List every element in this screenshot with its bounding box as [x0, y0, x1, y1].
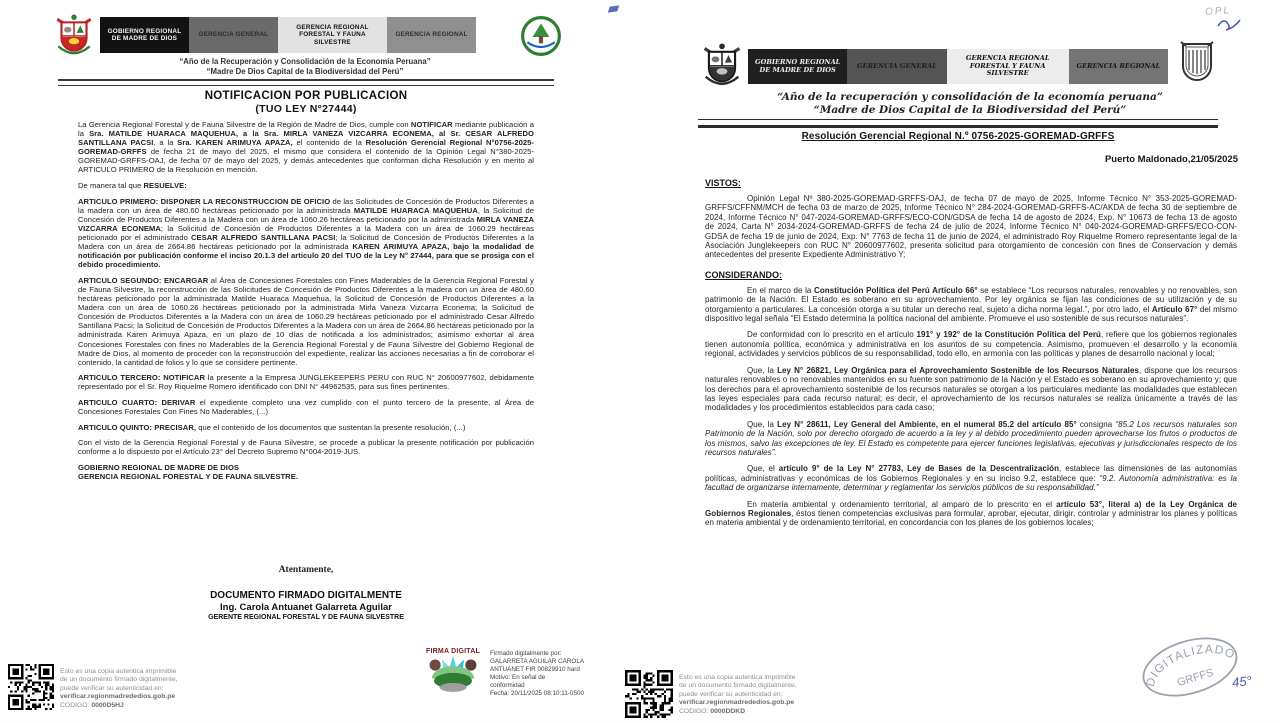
- paragraph: En el marco de la Constitución Política del Perú Artículo 66° se establece “Los recursos naturales, renovables y no renovables, son patrimonio de la Nación. El Estado es soberano en su aprovechamiento. Por ley orgánica se fijan las condiciones de su utilización y de su otorgamiento a particulares. La concesión otorga a su titular un derecho real, sujeto a dicha norma legal.”, por otro lado, el Artículo 67° del mismo dispositivo legal señala “El Estado determina la política nacional del ambiente. Promueve el uso sostenible de sus recursos naturales”.: [705, 285, 1237, 324]
- header-divider: [698, 119, 1218, 128]
- motto-line-1: “Año de la Recuperación y Consolidación de la Economía Peruana”: [179, 57, 431, 66]
- banner-cell: GERENCIA GENERAL: [189, 17, 278, 53]
- signature-block: [58, 590, 554, 621]
- document-title: [58, 90, 554, 116]
- paragraph: ARTICULO QUINTO: PRECISAR, que el contenido de los documentos que sustentan la presente resolución, (...): [78, 422, 466, 432]
- firma-digital-logo-icon: [427, 655, 479, 693]
- paragraph: En materia ambiental y ordenamiento territorial, al amparo de lo prescrito en el artículo 53°, literal a) de la Ley Orgánica de Gobiernos Regionales, éstos tienen competencias exclusivas para formular, aprobar, ejecutar, dirigir, controlar y administrar los planes y políticas en materia ambiental y de ordenamiento territorial, en concordancia con los planes de los gobiernos locales;: [705, 499, 1238, 528]
- considerando-paragraphs: [705, 286, 1237, 528]
- paragraph: De conformidad con lo prescrito en el artículo 191° y 192° de la Constitución Política del Perú, refiere que los gobiernos regionales tienen autonomía política, económica y administrativa en los asuntos de su competencia. Asimismo, promueven el desarrollo y la economía regional, actividades y servicios públicos de su responsabilidad, todo ello, en armonía con las políticas y planes de desarrollo nacional y local;: [705, 330, 1237, 359]
- motto-lines: [60, 57, 550, 77]
- closing-word: Atentamente,: [278, 565, 334, 575]
- signature-line-3: GERENTE REGIONAL FORESTAL Y DE FAUNA SILVESTRE: [208, 614, 404, 621]
- place-and-date: Puerto Maldonado,21/05/2025: [1104, 154, 1238, 165]
- paragraph: ARTICULO CUARTO: DERIVAR el expediente completo una vez cumplido con el punto tercero de la presente, al Área de Concesiones Forestales Con Fines No Maderables, (...): [78, 398, 534, 417]
- regional-logo-bw: [1177, 40, 1217, 84]
- vistos-heading: VISTOS:: [705, 178, 741, 188]
- left-header-banner: [100, 17, 476, 53]
- title-line-1: NOTIFICACION POR PUBLICACION: [204, 90, 408, 102]
- banner-cell: GOBIERNO REGIONAL DE MADRE DE DIOS: [100, 17, 189, 53]
- right-document-page: [640, 0, 1280, 720]
- stamp-word-2: GRFFS: [1175, 666, 1216, 690]
- vistos-paragraph: Opinión Legal Nº 380-2025-GOREMAD-GRFFS-OAJ, de fecha 07 de mayo de 2025, Informe Técnico N° 353-2025-GOREMAD-GRFFS/CFFNM/MCH de fecha 03 de marzo de 2025, Informe Técnico N° 284-2024-GOREMAD-GRFFS-AC/AKDA de fecha 30 de septiembre de 2024, Informe Técnico N° 047-2024-GOREMAD-GRFFS/ECO-CON/GDSA de fecha 14 de agosto de 2024, Exp. N° 10673 de fecha 13 de agosto de 2024, Carta N° 2034-2024-GOREMAD-GRFFS de fecha 24 de julio de 2024, Informe Técnico N° 040-2024-GOREMAD-GRFFS/ECO-CON-GDSA de fecha 19 de junio de 2024, Exp. N° 7763 de fecha 11 de junio de 2024, el administrado Roy Riquelme Romero representante legal de la Asociación Junglekeepers con RUC N° 20600977602, presenta solicitud para otorgamiento de concesión con fines de Conservacion y demás antecedentes del presente Expediente Administrativo Y;: [705, 194, 1237, 260]
- firma-digital-label: FIRMA DIGITAL: [426, 648, 480, 655]
- madre-de-dios-region-logo: [520, 15, 562, 57]
- considerando-heading: CONSIDERANDO:: [705, 269, 783, 280]
- paragraph: GOBIERNO REGIONAL DE MADRE DE DIOS GERENCIA REGIONAL FORESTAL Y DE FAUNA SILVESTRE.: [78, 463, 298, 482]
- banner-cell: GERENCIA REGIONAL: [1069, 49, 1168, 84]
- banner-cell: GOBIERNO REGIONAL DE MADRE DE DIOS: [748, 49, 847, 84]
- paragraph: ARTICULO PRIMERO: DISPONER LA RECONSTRUCCION DE OFICIO de las Solicitudes de Concesión de Productos Diferentes a la madera con un área de 480.60 hectáreas peticionado por la administrada MATILDE HUARACA MAQUEHUA, la Solicitud de Concesión de Productos Diferentes a la Madera con un área de 1060.26 hectáreas peticionado por la administrada MIRLA VANEZA VIZCARRA ECONEMA; la Solicitud de Concesión de Productos Diferentes a la Madera con un área de 1060.29 hectáreas peticionado por el administrado CESAR ALFREDO SANTILLANA PACSI; la Solicitud de Concesión de Productos Diferentes a la Madera con un área de 2664.86 hectáreas peticionado por la administrada KAREN ARIMUYA APAZA, bajo la modalidad de notificación por publicación conforme el inciso 20.1.3 del articulo 20 del TUO de la Ley N° 27444, para que se prosiga con el debido procedimiento.: [78, 196, 534, 270]
- left-body: [78, 120, 534, 488]
- paragraph: ARTICULO SEGUNDO: ENCARGAR al Área de Concesiones Forestales con Fines Maderables de la Gerencia Regional Forestal y de Fauna Silvestre, la reconstrucción de las Solicitudes de Concesión de Productos Diferentes a la madera con un área de 480.60 hectáreas peticionado por la administrada Matilde Huaraca Maquehua, la Solicitud de Concesión de Productos Diferentes a la Madera con un área de 1060.26 hectáreas peticionado por la administrada Mirla Vaneza Vizcarra Econema; la Solicitud de Concesión de Productos Diferentes a la Madera con un área de 1060.29 hectáreas peticionado por el administrado Cesar Alfredo Santillana Pacsi; la Solicitud de Concesión de Productos Diferentes a la Madera con un área de 2664.86 hectáreas peticionado por la administrada Karen Arimuya Apaza, en un plazo de 10 días de notificada a los administrados; asimismo exhortar al área Concesiones Forestales con fines no Maderables de la Gerencia Regional Forestal y de Fauna Silvestre del Gobierno Regional de Madre de Dios, al momento de proceder con la reconstrucción del expediente, realizar las acciones necesarias a fin de corroborar el contenido, la cantidad de folios y lo que se considere pertinente.: [78, 275, 534, 367]
- paragraph: Que, el artículo 9° de la Ley N° 27783, Ley de Bases de la Descentralización, establece las dimensiones de las autonomías políticas, administrativas y económicas de los Gobiernos Regionales y en su inciso 9.2, establece que: “9.2. Autonomía administrativa: es la facultad de organizarse internamente, determinar y reglamentar los servicios públicos de su responsabilidad.”: [705, 464, 1237, 493]
- verification-text: Esto es una copia autentica imprimible de un documento firmado digitalmente, puede verificar su autenticidad en: verificar.regionmadrededios.gob.pe CODIGO: 0000DDKD: [679, 674, 797, 715]
- paragraph: De manera tal que RESUELVE:: [78, 181, 187, 191]
- handwritten-ink-scribble: [1216, 16, 1242, 32]
- resolution-number-title: Resolución Gerencial Regional N.º 0756-2025-GOREMAD-GRFFS: [801, 131, 1115, 142]
- stamp-word-1: DIGITALIZADO: [1142, 641, 1238, 688]
- paragraph: La Gerencia Regional Forestal y de Fauna Silvestre de la Región de Madre de Dios, cumple con NOTIFICAR mediante publicación a la Sra. MATILDE HUARACA MAQUEHUA, a la Sra. MIRLA VANEZA VIZCARRA ECONEMA, al Sr. CESAR ALFREDO SANTILLANA PACSI, a la Sra. KAREN ARIMUYA APAZA, el contenido de la Resolución Gerencial Regional N°0756-2025-GOREMAD-GRFFS de fecha 21 de mayo del 2025, el mismo que considera el contenido de la Opinión Legal N°380-2025-GOREMAD-GRFFS-OAJ, de fecha 07 de mayo del 2025, y demás antecedentes que conforman dicha Resolución y en merito al ARTICULO PRIMERO de la Resolución en mención.: [78, 120, 535, 175]
- qr-code: [8, 664, 54, 710]
- paragraph: ARTICULO TERCERO: NOTIFICAR la presente a la Empresa JUNGLEKEEPERS PERU con RUC N° 20600977602, debidamente representado por el Sr. Roy Riquelme Romero identificado con DNI N° 44962535, para sus fines pertinentes.: [78, 373, 535, 392]
- motto-line-2: “Madre de Dios Capital de la Biodiversidad del Perú”: [813, 104, 1127, 116]
- signature-line-1: DOCUMENTO FIRMADO DIGITALMENTE: [210, 590, 402, 601]
- motto-line-1: “Año de la recuperación y consolidación de la economía peruana”: [777, 91, 1163, 103]
- motto-lines: [705, 91, 1235, 117]
- verification-text: Esto es una copia autentica imprimible de un documento firmado digitalmente, puede verificar su autenticidad en: verificar.regionmadrededios.gob.pe CODIGO: 0000D5HJ: [60, 668, 178, 709]
- firma-digital-details: Firmado digitalmente por: GALARRETA AGUILAR CAROLA ANTUANET FIR 00829910 hard Motivo: En señal de conformidad Fecha: 20/11/2025 08:10:11-0500: [490, 650, 585, 697]
- right-body: [705, 178, 1237, 535]
- qr-code: [625, 670, 673, 718]
- digital-signature-stamp: [424, 648, 584, 698]
- header-divider: [58, 79, 554, 86]
- paragraph: Con el visto de la Gerencia Regional Forestal y de Fauna Silvestre, se procede a publicar la presente notificación por publicación conforme a lo dispuesto por el Artículo 23° del Decreto Supremo N°004-2019-JUS.: [78, 438, 534, 457]
- digitalizado-stamp: [1131, 622, 1249, 712]
- right-verification-footer: [625, 670, 860, 718]
- left-verification-footer: [8, 664, 238, 710]
- peru-coat-of-arms-icon: [700, 42, 744, 92]
- handwritten-pencil-note: OPL: [1204, 5, 1232, 18]
- left-document-page: [0, 0, 640, 720]
- banner-cell: GERENCIA GENERAL: [847, 49, 946, 84]
- right-header-banner: [748, 49, 1168, 84]
- peru-coat-of-arms-icon: [52, 13, 96, 61]
- banner-cell: GERENCIA REGIONAL: [387, 17, 476, 53]
- banner-cell: GERENCIA REGIONAL FORESTAL Y FAUNA SILVESTRE: [278, 17, 387, 53]
- motto-line-2: “Madre De Dios Capital de la Biodiversidad del Perú”: [206, 67, 404, 76]
- paragraph: Que, la Ley N° 26821, Ley Orgánica para el Aprovechamiento Sostenible de los Recursos Naturales, dispone que los recursos naturales renovables o no renovables mantenidos en su fuente son patrimonio de la Nación y el Estado es soberano en su aprovechamiento y; que los derechos para el aprovechamiento sostenible de los recursos naturales se otorgan a los particulares mediante las modalidades que establecen las leyes especiales para cada recurso natural; es decir, el aprovechamiento de los recursos naturales se realiza únicamente a través de las modalidades y los procedimientos establecidos para cada caso;: [705, 365, 1237, 413]
- signature-line-2: Ing. Carola Antuanet Galarreta Aguilar: [220, 602, 392, 613]
- paragraph: Que, la Ley N° 28611, Ley General del Ambiente, en el numeral 85.2 del artículo 85° consigna “85.2 Los recursos naturales son Patrimonio de la Nación, solo por derecho otorgado de acuerdo a la ley y al debido procedimiento pueden aprovecharse los frutos o productos de los mismos, salvo las excepciones de ley. El Estado es competente para ejercer funciones legislativas, ejecutivas y jurisdiccionales respecto de los recursos naturales”.: [705, 419, 1238, 457]
- title-line-2: (TUO LEY N°27444): [255, 103, 357, 115]
- handwritten-folio-number: 45°: [1231, 673, 1253, 690]
- banner-cell: GERENCIA REGIONAL FORESTAL Y FAUNA SILVESTRE: [947, 49, 1069, 84]
